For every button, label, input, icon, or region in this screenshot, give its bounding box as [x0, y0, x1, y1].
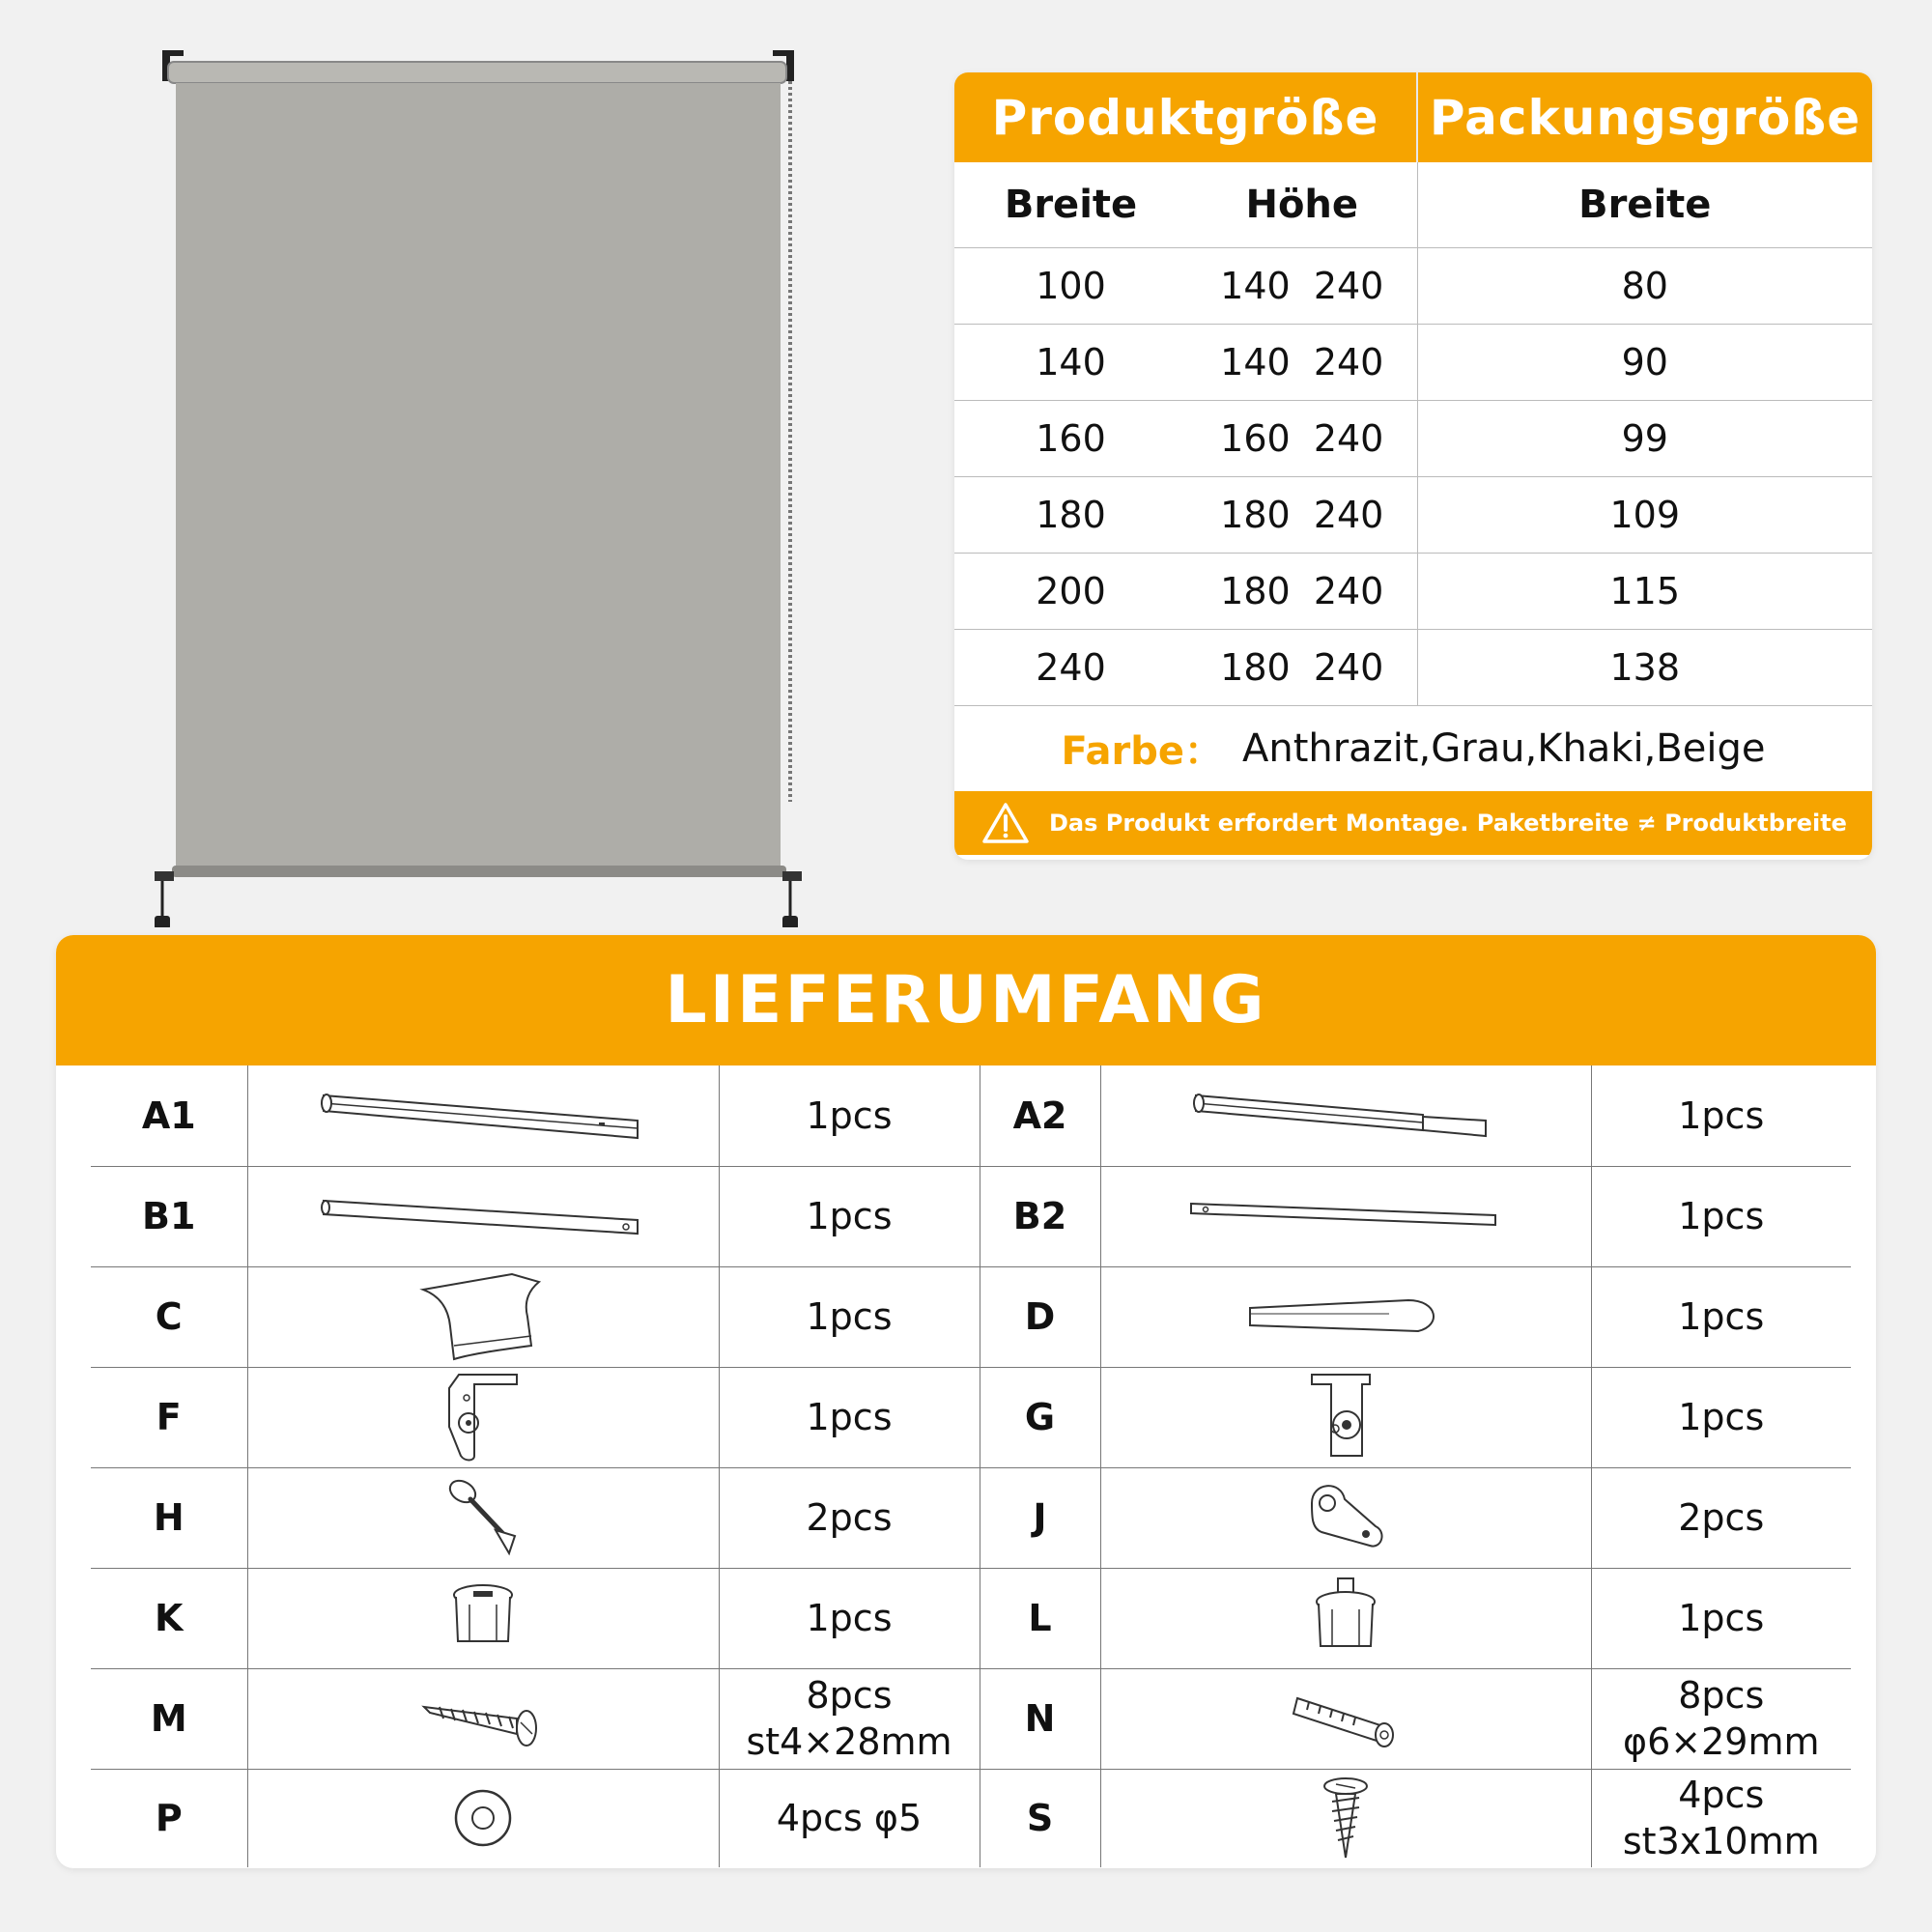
package-contents-card — [56, 935, 1876, 1868]
cell-height: 140 240 — [1187, 247, 1417, 324]
cell-width: 200 — [954, 553, 1187, 629]
parts-row — [91, 1367, 1851, 1467]
cell-height: 180 240 — [1187, 476, 1417, 553]
parts-row — [91, 1467, 1851, 1568]
part-quantity: 1pcs — [1678, 1396, 1765, 1438]
color-options — [954, 706, 1872, 791]
parts-row — [91, 1769, 1851, 1867]
clip-icon — [1293, 1474, 1399, 1561]
part-quantity: 1pcs — [806, 1195, 893, 1237]
part-quantity: 1pcs — [806, 1094, 893, 1137]
part-code: C — [91, 1266, 247, 1367]
size-row — [954, 629, 1872, 705]
rod-icon — [1186, 1192, 1505, 1240]
part-quantity: 4pcs φ5 — [776, 1797, 923, 1840]
warning-icon — [981, 802, 1030, 844]
parts-row — [91, 1166, 1851, 1266]
color-label: Farbe： — [1061, 729, 1223, 774]
size-row — [954, 476, 1872, 553]
cell-package: 90 — [1417, 324, 1872, 400]
part-code: B2 — [980, 1166, 1100, 1266]
part-code: S — [1026, 1797, 1054, 1840]
tube-icon — [319, 1187, 647, 1245]
size-row — [954, 324, 1872, 400]
part-code: A2 — [980, 1065, 1100, 1166]
cell-height: 180 240 — [1187, 629, 1417, 705]
part-quantity: 1pcs — [806, 1597, 893, 1639]
rail-extension-icon — [1191, 1082, 1500, 1150]
size-row — [954, 247, 1872, 324]
part-quantity: 1pcs — [1678, 1597, 1765, 1639]
part-quantity: 2pcs — [806, 1496, 893, 1539]
rail-icon — [319, 1082, 647, 1150]
part-quantity: 1pcs — [806, 1396, 893, 1438]
parts-row — [91, 1668, 1851, 1769]
package-contents-table — [91, 1065, 1851, 1867]
cell-package: 115 — [1417, 553, 1872, 629]
cell-width: 180 — [954, 476, 1187, 553]
cell-height: 180 240 — [1187, 553, 1417, 629]
part-code: P — [155, 1797, 183, 1840]
part-code: G — [980, 1367, 1100, 1467]
size-table-card — [954, 72, 1872, 860]
cell-height: 140 240 — [1187, 324, 1417, 400]
part-quantity: 2pcs — [1678, 1496, 1765, 1539]
notice-text: Das Produkt erfordert Montage. Paketbreite ≠ Produktbreite — [1049, 809, 1847, 837]
part-code: H — [91, 1467, 247, 1568]
wall-plug-icon — [1288, 1685, 1404, 1752]
screw-icon — [420, 1690, 546, 1747]
size-row — [954, 400, 1872, 476]
header-product-size: Produktgröße — [954, 72, 1417, 162]
cell-package: 80 — [1417, 247, 1872, 324]
cell-package: 109 — [1417, 476, 1872, 553]
hook-icon — [440, 1474, 526, 1561]
small-screw-icon — [1317, 1775, 1375, 1861]
cell-package: 99 — [1417, 400, 1872, 476]
part-quantity: 1pcs — [1678, 1195, 1765, 1237]
parts-row — [91, 1266, 1851, 1367]
color-value: Anthrazit,Grau,Khaki,Beige — [1241, 725, 1766, 771]
part-code: N — [980, 1668, 1100, 1769]
part-spec: st4×28mm — [746, 1720, 952, 1763]
part-spec: st3x10mm — [1622, 1820, 1820, 1863]
part-code: K — [91, 1568, 247, 1668]
part-code: A1 — [91, 1065, 247, 1166]
package-contents-title: LIEFERUMFANG — [56, 935, 1876, 1065]
part-spec: φ6×29mm — [1623, 1720, 1820, 1763]
handle-icon — [1244, 1293, 1447, 1341]
plug-icon — [1307, 1575, 1384, 1662]
col-package-width: Breite — [1417, 162, 1872, 247]
part-code: M — [91, 1668, 247, 1769]
size-table — [954, 72, 1872, 706]
cell-height: 160 240 — [1187, 400, 1417, 476]
roller-blind-illustration — [145, 39, 811, 927]
col-width: Breite — [954, 162, 1187, 247]
header-package-size: Packungsgröße — [1417, 72, 1872, 162]
assembly-notice — [954, 791, 1872, 855]
part-quantity: 4pcs — [1678, 1774, 1765, 1817]
part-quantity: 1pcs — [1678, 1094, 1765, 1137]
part-code: L — [980, 1568, 1100, 1668]
part-code: D — [980, 1266, 1100, 1367]
part-code: B1 — [91, 1166, 247, 1266]
cell-width: 100 — [954, 247, 1187, 324]
cell-width: 160 — [954, 400, 1187, 476]
part-quantity: 8pcs — [806, 1674, 893, 1717]
end-cap-icon — [444, 1579, 522, 1657]
part-code: J — [980, 1467, 1100, 1568]
size-row — [954, 553, 1872, 629]
col-height: Höhe — [1187, 162, 1417, 247]
part-code: F — [91, 1367, 247, 1467]
part-quantity: 1pcs — [1678, 1295, 1765, 1338]
parts-row — [91, 1568, 1851, 1668]
cover-icon — [415, 1268, 551, 1365]
part-quantity: 8pcs — [1678, 1674, 1765, 1717]
bracket-left-icon — [440, 1369, 526, 1465]
cell-width: 240 — [954, 629, 1187, 705]
washer-icon — [449, 1784, 517, 1852]
cell-width: 140 — [954, 324, 1187, 400]
bracket-right-icon — [1302, 1369, 1389, 1465]
part-quantity: 1pcs — [806, 1295, 893, 1338]
cell-package: 138 — [1417, 629, 1872, 705]
parts-row — [91, 1065, 1851, 1166]
